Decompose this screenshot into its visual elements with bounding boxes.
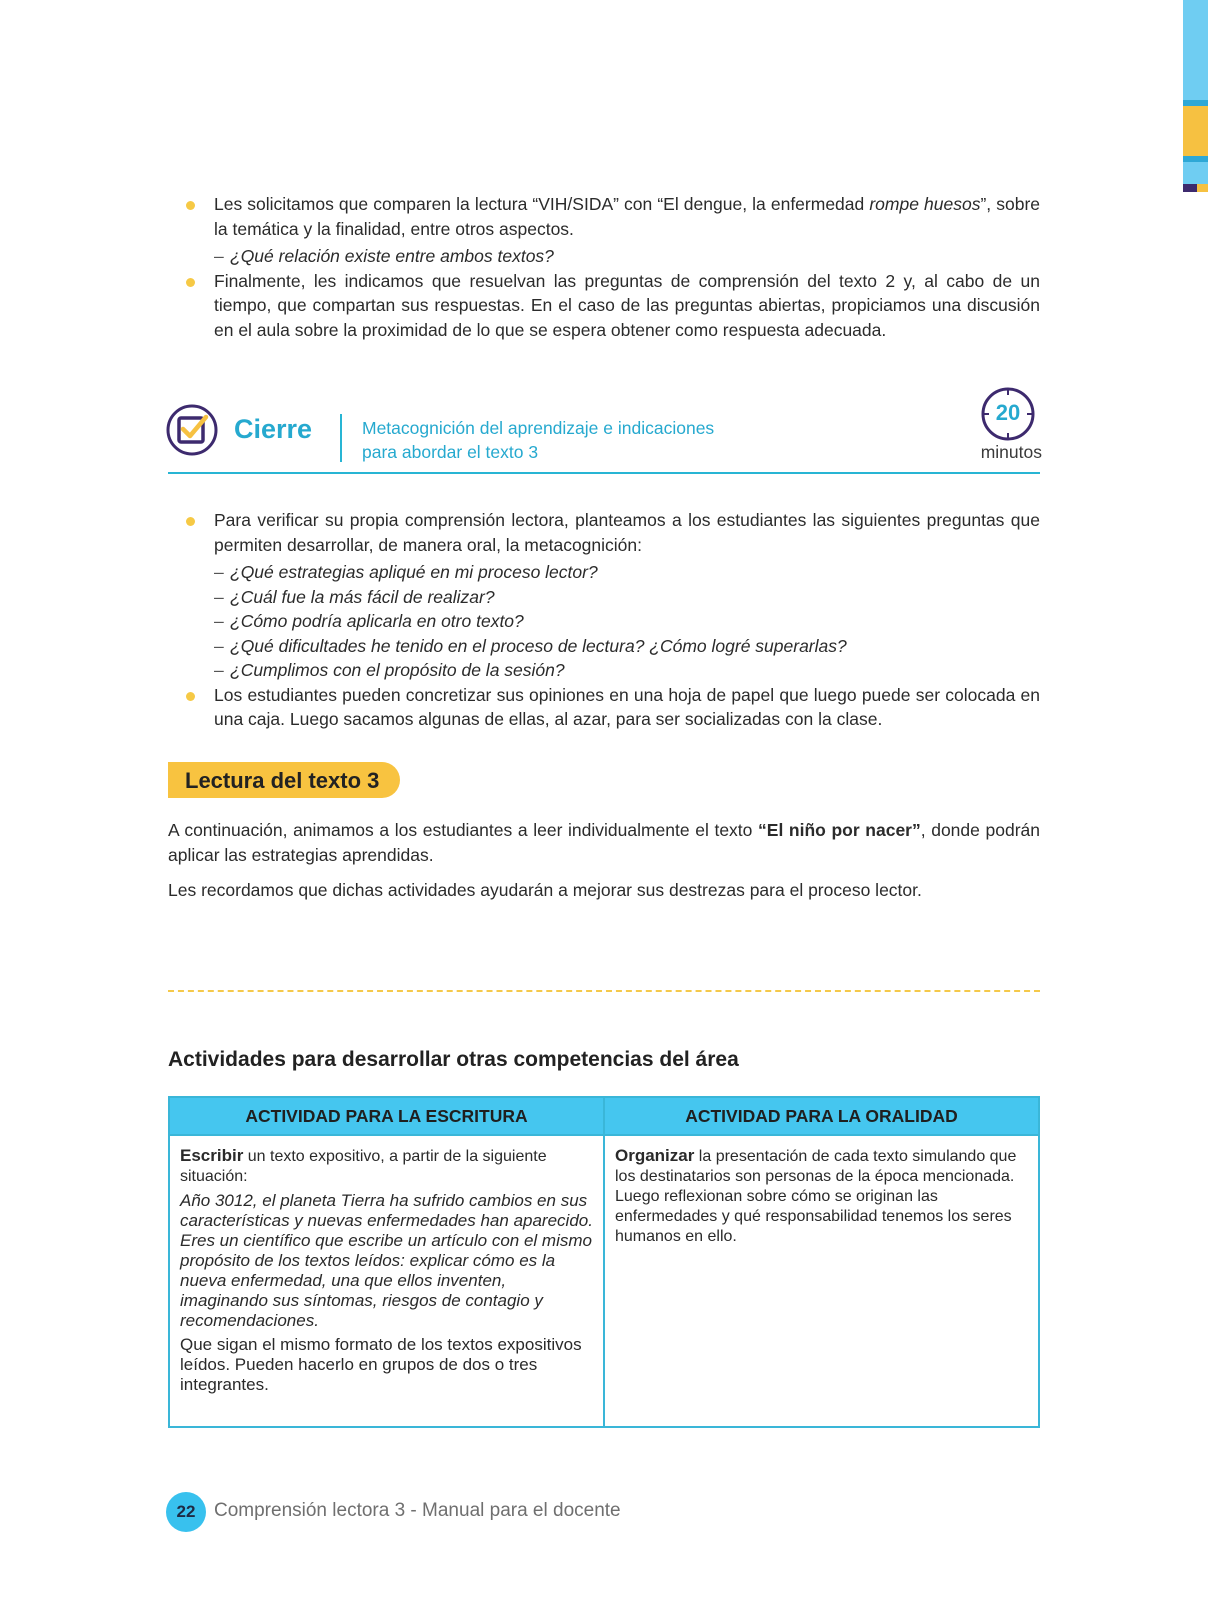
- cell-scenario: Año 3012, el planeta Tierra ha sufrido cambios en sus características y nuevas enfermedades han aparecido. Eres un científico que escribe un artículo con el mismo propósito de los textos leídos: explicar cómo es la nueva enfermedad, una que ellos inventen, imaginando sus síntomas, riesgos de contagio y recomendaciones.: [180, 1191, 593, 1330]
- question-text: ¿Qué estrategias apliqué en mi proceso lector?: [230, 562, 598, 582]
- section-subtitle: [362, 416, 714, 464]
- table-header-escritura: ACTIVIDAD PARA LA ESCRITURA: [169, 1097, 604, 1135]
- list-subitem: – ¿Cómo podría aplicarla en otro texto?: [214, 611, 524, 631]
- dashed-divider: [168, 990, 1040, 992]
- cell-intro: [615, 1146, 1028, 1247]
- bullet-dot-icon: [186, 517, 195, 526]
- table-row: [169, 1135, 1039, 1427]
- checkbox-icon: [166, 404, 218, 456]
- bullet-text: Los estudiantes pueden concretizar sus opiniones en una hoja de papel que luego puede ser colocada en una caja. Luego sacamos algunas de ellas, al azar, para ser socializadas con la clase.: [214, 684, 1040, 729]
- bullet-dot-icon: [186, 201, 195, 210]
- cell-verb: Escribir: [180, 1146, 244, 1165]
- cell-text: un texto expositivo, a partir de la siguiente situación:: [180, 1148, 547, 1185]
- bullet-text: Finalmente, les indicamos que resuelvan las preguntas de comprensión del texto 2 y, al cabo de un tiempo, que compartan sus respuestas. En el caso de las preguntas abiertas, propiciamos una discusión en el aula sobre la proximidad de lo que se espera obtener como respuesta adecuada.: [214, 270, 1040, 340]
- bullet-text: ”, sobre la temática y la finalidad, entre otros aspectos.: [214, 194, 1041, 239]
- question-text: ¿Cuál fue la más fácil de realizar?: [230, 586, 495, 607]
- table-header-oralidad: ACTIVIDAD PARA LA ORALIDAD: [604, 1097, 1039, 1135]
- bullet-dot-icon: [186, 692, 195, 701]
- table-cell-escritura: [169, 1135, 604, 1427]
- activities-table: [168, 1096, 1040, 1428]
- list-item: [182, 269, 1040, 343]
- badge-label: Lectura del texto 3: [185, 768, 380, 793]
- question-text: ¿Cómo podría aplicarla en otro texto?: [230, 611, 524, 631]
- table-cell-oralidad: [604, 1135, 1039, 1427]
- paragraph-text: , donde podrán aplicar las estrategias aprendidas.: [168, 820, 1040, 865]
- question-text: ¿Cumplimos con el propósito de la sesión?: [230, 660, 565, 680]
- list-subitem: – ¿Qué dificultades he tenido en el proceso de lectura? ¿Cómo logré superarlas?: [214, 635, 847, 656]
- cell-verb: Organizar: [615, 1146, 695, 1165]
- section-divider: [168, 472, 1040, 474]
- list-item: [182, 192, 1040, 241]
- cell-text: Que sigan el mismo formato de los textos expositivos leídos. Pueden hacerlo en grupos de dos o tres integrantes.: [180, 1335, 582, 1394]
- question-text: ¿Qué relación existe entre ambos textos?: [230, 246, 554, 266]
- subtitle-line: Metacognición del aprendizaje e indicaciones: [362, 418, 715, 438]
- question-text: ¿Qué dificultades he tenido en el proceso de lectura? ¿Cómo logré superarlas?: [230, 635, 847, 656]
- list-subitem: – ¿Cumplimos con el propósito de la sesión?: [214, 660, 565, 680]
- bullet-text: Para verificar su propia comprensión lectora, planteamos a los estudiantes las siguientes preguntas que permiten desarrollar, de manera oral, la metacognición:: [214, 510, 1040, 555]
- lectura-paragraph: [168, 818, 1040, 867]
- cell-intro: [180, 1146, 593, 1187]
- table-header-row: [169, 1097, 1039, 1135]
- section-title: Cierre: [234, 414, 313, 444]
- bullet-dot-icon: [186, 278, 195, 287]
- list-subitem: – ¿Cuál fue la más fácil de realizar?: [214, 586, 495, 607]
- page-number: 22: [166, 1492, 206, 1532]
- list-subitem: – ¿Qué relación existe entre ambos textos?: [214, 246, 554, 266]
- title-divider: [340, 414, 342, 462]
- text-title-bold: “El niño por nacer”: [758, 820, 921, 840]
- activities-heading: Actividades para desarrollar otras competencias del área: [168, 1048, 739, 1071]
- subtitle-line: para abordar el texto 3: [362, 442, 539, 462]
- top-bullet-list: [182, 192, 1040, 342]
- paragraph-text: A continuación, animamos a los estudiantes a leer individualmente el texto: [168, 820, 759, 840]
- minutes-value: 20: [995, 400, 1021, 425]
- cierre-bullet-list: [182, 508, 1040, 732]
- list-item: [182, 683, 1040, 732]
- cell-text: la presentación de cada texto simulando que los destinatarios son personas de la época mencionada. Luego reflexionan sobre cómo se originan las enfermedades y qué responsabilidad tenemos los seres humanos en ello.: [615, 1148, 1017, 1245]
- bullet-text-italic: rompe huesos: [869, 194, 981, 214]
- page-edge-tab: [1183, 0, 1208, 200]
- lectura-paragraph-2: Les recordamos que dichas actividades ayudarán a mejorar sus destrezas para el proceso lector.: [168, 880, 922, 900]
- footer-title: Comprensión lectora 3 - Manual para el docente: [214, 1500, 621, 1521]
- section-badge: [168, 762, 400, 798]
- bullet-text: Les solicitamos que comparen la lectura “VIH/SIDA” con “El dengue, la enfermedad: [214, 194, 870, 214]
- list-item: [182, 508, 1040, 557]
- list-subitem: – ¿Qué estrategias apliqué en mi proceso lector?: [214, 562, 598, 582]
- minutes-label: minutos: [980, 442, 1042, 462]
